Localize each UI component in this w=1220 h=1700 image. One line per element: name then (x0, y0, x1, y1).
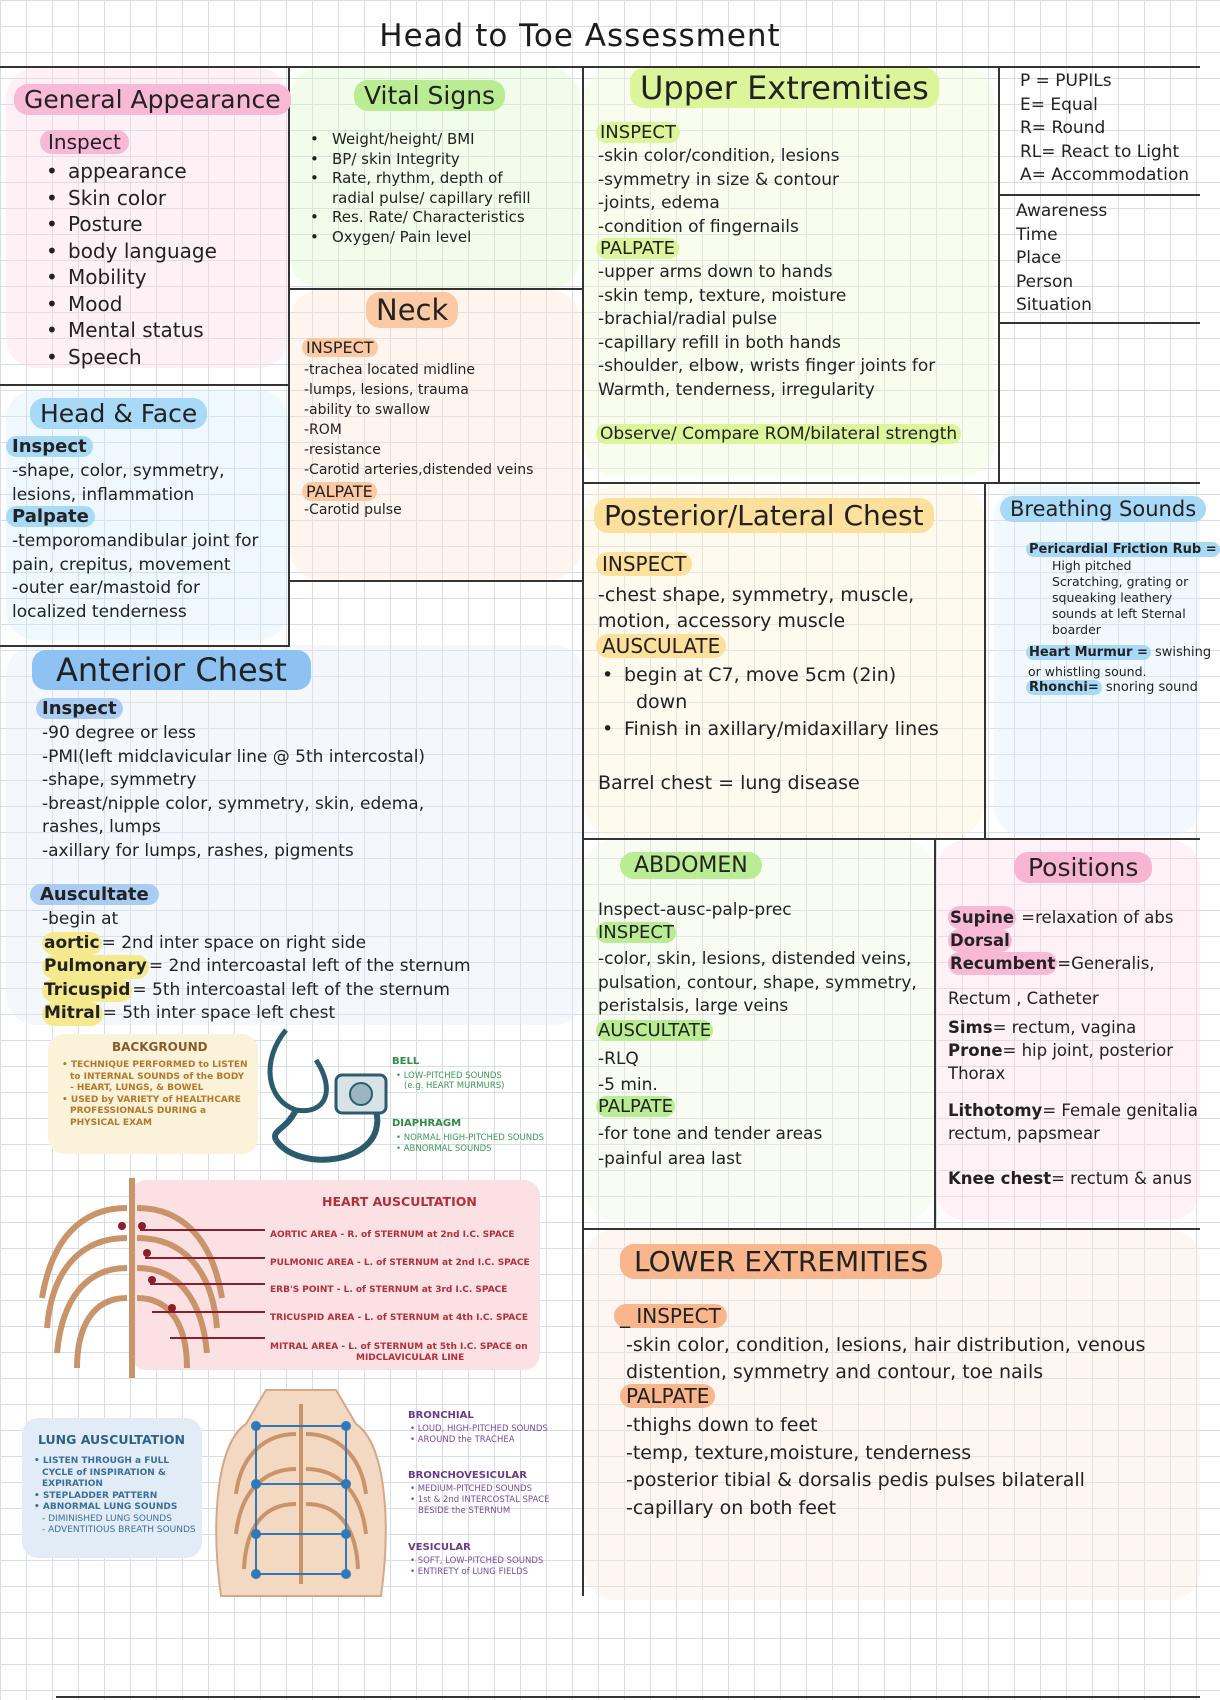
ac-auscultate-text: -begin at aortic = 2nd inter space on right side Pulmonary = 2nd intercoastal left of the sternum Tricuspid = 5th intercoastal left of the sternum Mitral = 5th inter space left chest (42, 908, 471, 1026)
list-item: -ROM (304, 422, 342, 438)
head-face-inspect-text: -shape, color, symmetry, lesions, inflammation (12, 461, 225, 505)
list-item: Awareness (1016, 201, 1108, 221)
divider (288, 66, 290, 646)
posterior-chest-heading: Posterior/Lateral Chest (594, 498, 934, 533)
heart-title: HEART AUSCULTATION (322, 1194, 477, 1209)
dorsal-line: Dorsal (950, 931, 1010, 950)
list-item: -skin temp, texture, moisture (598, 285, 847, 306)
list-item: • BP/ skin Integrity (310, 150, 531, 170)
abd-auscultate-text: -RLQ -5 min. (598, 1049, 658, 1095)
bottom-rule (56, 1696, 1200, 1698)
friction-label: Pericardial Friction Rub = (1026, 542, 1220, 557)
general-appearance-list (46, 158, 217, 370)
recumbent-line: Recumbent =Generalis, (950, 954, 1155, 973)
murmur-line-2: or whistling sound. (1028, 664, 1147, 679)
supine-line: Supine =relaxation of abs (950, 908, 1174, 927)
abd-palpate-label: PALPATE (598, 1096, 674, 1117)
divider (998, 66, 1000, 482)
orientation-list (1016, 200, 1107, 318)
divider (998, 194, 1200, 196)
neck-inspect-list (304, 360, 533, 480)
list-item: A= Accommodation (1020, 165, 1189, 185)
list-item: radial pulse/ capillary refill (332, 188, 531, 207)
upper-extremities-heading: Upper Extremities (630, 68, 939, 108)
perrla-list (1020, 70, 1189, 188)
vital-signs-heading: Vital Signs (354, 80, 505, 111)
positions-heading: Positions (1014, 852, 1152, 883)
list-item: -upper arms down to hands (598, 262, 833, 282)
le-inspect-text: -skin color, condition, lesions, hair distribution, venous distention, symmetry and contour, toe nails (626, 1334, 1146, 1383)
neck-palpate-label: PALPATE (302, 482, 377, 501)
divider (984, 482, 986, 838)
background-text: • TECHNIQUE PERFORMED to LISTEN to INTERNAL SOUNDS of the BODY - HEART, LUNGS, & BOWEL • USED by VARIETY of HEALTHCARE PROFESSIONALS DURING a PHYSICAL EXAM (62, 1060, 248, 1128)
abdomen-order: Inspect-ausc-palp-prec (598, 900, 792, 920)
le-palpate-text: -thighs down to feet -temp, texture,moisture, tenderness -posterior tibial & dorsalis pedis pulses bilaterall -capillary on both feet (626, 1414, 1085, 1519)
lung-text: • LISTEN THROUGH a FULL CYCLE of INSPIRATION & EXPIRATION • STEPLADDER PATTERN • ABNORMAL LUNG SOUNDS - DIMINISHED LUNG SOUNDS - ADVENTITIOUS BREATH SOUNDS (34, 1456, 196, 1535)
list-item: • body language (46, 238, 217, 265)
abd-inspect-label: INSPECT (598, 922, 674, 943)
head-face-inspect-label: Inspect (6, 436, 93, 457)
lung-title: LUNG AUSCULTATION (38, 1432, 185, 1447)
lung-torso-icon (206, 1384, 396, 1600)
list-item: MIDCLAVICULAR LINE (356, 1353, 465, 1363)
lithotomy-line: Lithotomy= Female genitalia (948, 1101, 1198, 1120)
heart-areas (270, 1222, 530, 1363)
list-item: E= Equal (1020, 94, 1098, 115)
list-item: • Res. Rate/ Characteristics (310, 208, 531, 228)
bronchial-text: • LOUD, HIGH-PITCHED SOUNDS • AROUND the TRACHEA (410, 1424, 548, 1445)
top-rule (0, 66, 1200, 68)
list-item: -condition of fingernails (598, 216, 799, 237)
ue-palpate-list (598, 261, 935, 402)
list-item: Place (1016, 248, 1062, 268)
list-item: • Mental status (46, 317, 217, 344)
list-item: • Oxygen/ Pain level (310, 228, 531, 248)
head-face-palpate-text: -temporomandibular joint for pain, crepitus, movement -outer ear/mastoid for localized tenderness (12, 531, 259, 622)
list-item: • Finish in axillary/midaxillary lines (598, 716, 939, 743)
list-item: • Rate, rhythm, depth of (310, 169, 531, 189)
pulmonary-site: Pulmonary = 2nd intercoastal left of the sternum (42, 955, 471, 979)
list-item: -Carotid pulse (304, 502, 402, 518)
neck-inspect-label: INSPECT (302, 338, 378, 357)
divider (0, 645, 290, 647)
list-item: -symmetry in size & contour (598, 169, 840, 190)
ue-observe: Observe/ Compare ROM/bilateral strength (596, 424, 961, 444)
list-item: -Carotid arteries,distended veins (304, 462, 534, 478)
bronchovesicular-text: • MEDIUM-PITCHED SOUNDS • 1st & 2nd INTERCOSTAL SPACE BESIDE the STERNUM (410, 1484, 550, 1516)
breathing-tint (994, 486, 1200, 836)
divider (582, 66, 584, 1596)
list-item: down (636, 691, 688, 713)
divider (934, 838, 936, 1228)
list-item: -joints, edema (598, 193, 720, 213)
neck-palpate-list (304, 502, 402, 519)
list-item: PULMONIC AREA - L. of STERNUM at 2nd I.C. SPACE (270, 1257, 530, 1268)
pc-inspect-text: -chest shape, symmetry, muscle, motion, accessory muscle (598, 584, 915, 632)
diaphragm-text: • NORMAL HIGH-PITCHED SOUNDS • ABNORMAL SOUNDS (396, 1133, 545, 1154)
list-item: -brachial/radial pulse (598, 309, 778, 329)
pc-auscultate-label: AUSCULATE (596, 634, 726, 658)
abdomen-heading: ABDOMEN (620, 852, 762, 879)
neck-heading: Neck (366, 292, 458, 328)
list-item: TRICUSPID AREA - L. of STERNUM at 4th I.C. SPACE (270, 1312, 529, 1323)
abd-inspect-text: -color, skin, lesions, distended veins, pulsation, contour, shape, symmetry, peristalsis, large veins (598, 949, 917, 1016)
ac-inspect-label: Inspect (36, 698, 123, 719)
mitral-site: Mitral = 5th inter space left chest (42, 1002, 471, 1026)
bronchovesicular-title: BRONCHOVESICULAR (408, 1470, 527, 1481)
general-appearance-heading: General Appearance (14, 84, 291, 115)
friction-text: High pitched Scratching, grating or squeaking leathery sounds at left Sternal boarder (1052, 558, 1189, 637)
lower-extremities-heading: LOWER EXTREMITIES (620, 1244, 942, 1279)
list-item: • Mood (46, 291, 217, 318)
head-face-palpate-label: Palpate (6, 506, 95, 527)
ue-inspect-label: INSPECT (596, 122, 680, 143)
pointer-lines (140, 1220, 270, 1360)
aortic-site: aortic = 2nd inter space on right side (42, 932, 471, 956)
stethoscope-icon (256, 1020, 406, 1170)
abd-palpate-text: -for tone and tender areas -painful area last (598, 1124, 823, 1169)
list-item: • Weight/height/ BMI (310, 130, 531, 150)
head-face-heading: Head & Face (30, 398, 207, 429)
prone-line: Prone= hip joint, posterior (948, 1041, 1174, 1060)
le-palpate-label: PALPATE (620, 1384, 715, 1408)
list-item: • Skin color (46, 185, 217, 212)
list-item: ERB'S POINT - L. of STERNUM at 3rd I.C. SPACE (270, 1285, 508, 1295)
list-item: • Posture (46, 211, 217, 238)
list-item: MITRAL AREA - L. of STERNUM at 5th I.C. SPACE on (270, 1342, 528, 1352)
divider (582, 838, 1200, 840)
list-item: Person (1016, 271, 1074, 292)
rhonchi-line: Rhonchi= snoring sound (1026, 680, 1198, 695)
background-title: BACKGROUND (112, 1040, 208, 1054)
list-item: Situation (1016, 295, 1092, 315)
inspect-label: Inspect (40, 130, 129, 154)
list-item: -lumps, lesions, trauma (304, 382, 469, 398)
pc-inspect-label: INSPECT (596, 552, 692, 576)
abd-auscultate-label: AUSCULTATE (598, 1020, 712, 1041)
list-item: -capillary refill in both hands (598, 332, 841, 353)
list-item: Warmth, tenderness, irregularity (598, 379, 875, 400)
list-item: -shoulder, elbow, wrists finger joints for (598, 356, 936, 376)
positions-list: Supine =relaxation of abs Dorsal Recumbent =Generalis, Rectum , Catheter Sims= rectum, vagina Prone= hip joint, posterior Thorax Lithotomy= Female genitalia rectum, papsmear Knee chest= rectum & anus (948, 908, 1198, 1188)
list-item: AORTIC AREA - R. of STERNUM at 2nd I.C. SPACE (270, 1230, 515, 1240)
list-item: R= Round (1020, 118, 1106, 138)
bell-title: BELL (392, 1056, 420, 1067)
vesicular-text: • SOFT, LOW-PITCHED SOUNDS • ENTIRETY of LUNG FIELDS (410, 1556, 544, 1577)
murmur-line: Heart Murmur = swishing (1026, 645, 1211, 660)
list-item: • Speech (46, 344, 217, 371)
bell-text: • LOW-PITCHED SOUNDS (e.g. HEART MURMURS) (396, 1071, 505, 1091)
list-item: -resistance (304, 442, 381, 458)
pc-note: Barrel chest = lung disease (598, 772, 860, 794)
divider (582, 482, 1200, 484)
divider (288, 288, 584, 290)
list-item: Time (1016, 224, 1058, 245)
divider (998, 322, 1200, 324)
vital-signs-list (310, 130, 531, 247)
anterior-chest-heading: Anterior Chest (32, 650, 311, 690)
list-item: P = PUPILs (1020, 71, 1112, 91)
list-item: -ability to swallow (304, 402, 431, 418)
divider (288, 580, 584, 582)
ue-inspect-list (598, 145, 840, 239)
list-item: • appearance (46, 158, 217, 185)
sims-line: Sims= rectum, vagina (948, 1018, 1137, 1037)
le-inspect-label: _ INSPECT (614, 1304, 727, 1328)
vesicular-title: VESICULAR (408, 1542, 471, 1553)
list-item: • Mobility (46, 264, 217, 291)
page-title: Head to Toe Assessment (379, 18, 781, 54)
pc-bullets (598, 662, 939, 743)
list-item: -trachea located midline (304, 362, 475, 378)
breathing-sounds-heading: Breathing Sounds (1000, 496, 1206, 522)
ac-inspect-text: -90 degree or less -PMI(left midclavicular line @ 5th intercostal) -shape, symmetry -breast/nipple color, symmetry, skin, edema, rashes, lumps -axillary for lumps, rashes, pigments (42, 723, 426, 861)
divider (582, 1228, 1200, 1230)
diaphragm-title: DIAPHRAGM (392, 1118, 462, 1129)
ue-palpate-label: PALPATE (596, 238, 679, 259)
tricuspid-site: Tricuspid = 5th intercoastal left of the sternum (42, 979, 471, 1003)
knee-chest-line: Knee chest= rectum & anus (948, 1169, 1192, 1188)
list-item: RL= React to Light (1020, 141, 1180, 162)
divider (0, 384, 290, 386)
list-item: • begin at C7, move 5cm (2in) (598, 662, 939, 689)
bronchial-title: BRONCHIAL (408, 1410, 474, 1421)
ac-auscultate-label: Auscultate (30, 884, 159, 905)
list-item: -skin color/condition, lesions (598, 146, 840, 166)
